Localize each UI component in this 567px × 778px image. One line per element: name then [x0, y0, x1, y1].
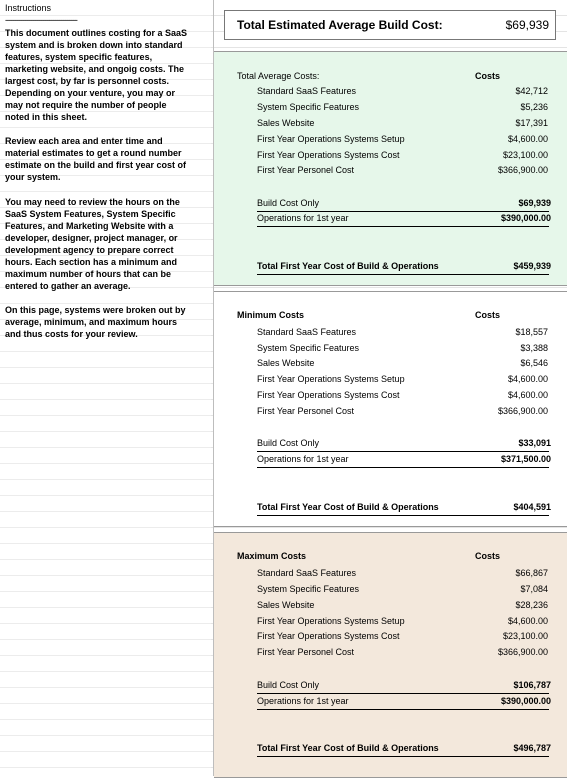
- row-amount: $459,939: [513, 261, 551, 271]
- table-row[interactable]: [214, 567, 567, 581]
- row-amount: $23,100.00: [502, 150, 548, 160]
- row-amount: $106,787: [513, 680, 551, 690]
- table-row[interactable]: [214, 630, 567, 644]
- maximum-costs-section: [214, 532, 567, 778]
- row-label: Total First Year Cost of Build & Operations: [257, 502, 439, 512]
- operations-row[interactable]: [257, 695, 549, 710]
- row-amount: $404,591: [513, 502, 551, 512]
- row-amount: $23,100.00: [502, 631, 548, 641]
- row-amount: $366,900.00: [497, 647, 548, 657]
- build-cost-row[interactable]: [257, 197, 549, 212]
- average-costs-section: [214, 51, 567, 286]
- instructions-title: Instructions: [5, 3, 52, 13]
- row-amount: $5,236: [520, 102, 548, 112]
- build-cost-row[interactable]: [257, 679, 549, 694]
- costs-column-header: Costs: [475, 551, 501, 561]
- operations-row[interactable]: [257, 212, 549, 227]
- row-label: First Year Operations Systems Cost: [257, 150, 400, 160]
- summary-label: Total Estimated Average Build Cost:: [237, 18, 443, 32]
- row-label: Sales Website: [257, 358, 315, 368]
- row-label: System Specific Features: [257, 584, 360, 594]
- table-row[interactable]: [214, 389, 567, 403]
- row-label: Standard SaaS Features: [257, 568, 357, 578]
- row-label: Operations for 1st year: [257, 454, 349, 464]
- section-title: Minimum Costs: [237, 310, 305, 320]
- table-row[interactable]: [214, 164, 567, 178]
- row-label: Sales Website: [257, 118, 315, 128]
- row-label: System Specific Features: [257, 102, 360, 112]
- table-row[interactable]: [214, 405, 567, 419]
- row-amount: $3,388: [520, 343, 548, 353]
- table-row[interactable]: [214, 373, 567, 387]
- row-amount: $366,900.00: [497, 406, 548, 416]
- row-amount: $69,939: [518, 198, 551, 208]
- instructions-paragraph-4: On this page, systems were broken out by average, minimum, and maximum hours and thus costs for your review.: [5, 305, 186, 339]
- row-amount: $4,600.00: [507, 390, 548, 400]
- row-amount: $4,600.00: [507, 616, 548, 626]
- table-row[interactable]: [214, 342, 567, 356]
- row-amount: $366,900.00: [497, 165, 548, 175]
- instructions-paragraph-1: This document outlines costing for a SaaS system and is broken down into standard features, system specific features, marketing website, and ongoig costs. The largest cost, by far is personnel costs. Depending on your venture, you may or may not require the number of people noted in this sheet.: [5, 28, 188, 122]
- instructions-paragraph-2: Review each area and enter time and material estimates to get a round number estimate on the build and first year cost of your system.: [5, 136, 187, 182]
- summary-value[interactable]: $69,939: [505, 18, 549, 32]
- costs-column-header: Costs: [475, 71, 501, 81]
- total-first-year-row[interactable]: [257, 501, 549, 516]
- table-row[interactable]: [214, 599, 567, 613]
- cost-sheet: [213, 0, 567, 776]
- row-amount: $390,000.00: [500, 696, 551, 706]
- row-label: Build Cost Only: [257, 680, 320, 690]
- row-label: Standard SaaS Features: [257, 327, 357, 337]
- table-row[interactable]: [214, 85, 567, 99]
- total-first-year-row[interactable]: [257, 260, 549, 275]
- row-label: First Year Personel Cost: [257, 165, 355, 175]
- row-label: First Year Operations Systems Cost: [257, 390, 400, 400]
- row-amount: $28,236: [515, 600, 548, 610]
- row-amount: $18,557: [515, 327, 548, 337]
- row-label: Total First Year Cost of Build & Operations: [257, 743, 439, 753]
- build-cost-row[interactable]: [257, 437, 549, 452]
- row-amount: $17,391: [515, 118, 548, 128]
- minimum-costs-section: [214, 291, 567, 527]
- row-label: Build Cost Only: [257, 198, 320, 208]
- row-label: Operations for 1st year: [257, 213, 349, 223]
- row-label: Build Cost Only: [257, 438, 320, 448]
- row-label: First Year Operations Systems Setup: [257, 134, 405, 144]
- row-amount: $390,000.00: [500, 213, 551, 223]
- instructions-paragraph-3: You may need to review the hours on the SaaS System Features, System Specific Features, and Marketing Website with a developer, designer, project manager, or development agency to prepare correct hours. Each section has a minimum and maximum number of hours that can be entered to gather an average.: [5, 197, 180, 291]
- table-row[interactable]: [214, 357, 567, 371]
- row-label: Sales Website: [257, 600, 315, 610]
- instructions-panel: [0, 0, 211, 776]
- row-amount: $7,084: [520, 584, 548, 594]
- table-row[interactable]: [214, 133, 567, 147]
- instructions-divider: ------------------------------------: [5, 15, 77, 25]
- row-label: First Year Operations Systems Cost: [257, 631, 400, 641]
- summary-box: [224, 10, 556, 40]
- total-first-year-row[interactable]: [257, 742, 549, 757]
- section-title: Maximum Costs: [237, 551, 307, 561]
- row-amount: $496,787: [513, 743, 551, 753]
- operations-row[interactable]: [257, 453, 549, 468]
- row-amount: $6,546: [520, 358, 548, 368]
- row-amount: $33,091: [518, 438, 551, 448]
- row-label: First Year Personel Cost: [257, 406, 355, 416]
- row-amount: $371,500.00: [500, 454, 551, 464]
- row-label: System Specific Features: [257, 343, 360, 353]
- row-label: Total First Year Cost of Build & Operations: [257, 261, 439, 271]
- row-label: Operations for 1st year: [257, 696, 349, 706]
- section-title: Total Average Costs:: [237, 71, 320, 81]
- table-row[interactable]: [214, 326, 567, 340]
- row-amount: $66,867: [515, 568, 548, 578]
- table-row[interactable]: [214, 646, 567, 660]
- row-amount: $4,600.00: [507, 134, 548, 144]
- table-row[interactable]: [214, 149, 567, 163]
- row-amount: $42,712: [515, 86, 548, 96]
- costs-column-header: Costs: [475, 310, 501, 320]
- row-label: First Year Operations Systems Setup: [257, 616, 405, 626]
- table-row[interactable]: [214, 615, 567, 629]
- table-row[interactable]: [214, 583, 567, 597]
- row-label: First Year Operations Systems Setup: [257, 374, 405, 384]
- row-amount: $4,600.00: [507, 374, 548, 384]
- row-label: Standard SaaS Features: [257, 86, 357, 96]
- row-label: First Year Personel Cost: [257, 647, 355, 657]
- table-row[interactable]: [214, 101, 567, 115]
- table-row[interactable]: [214, 117, 567, 131]
